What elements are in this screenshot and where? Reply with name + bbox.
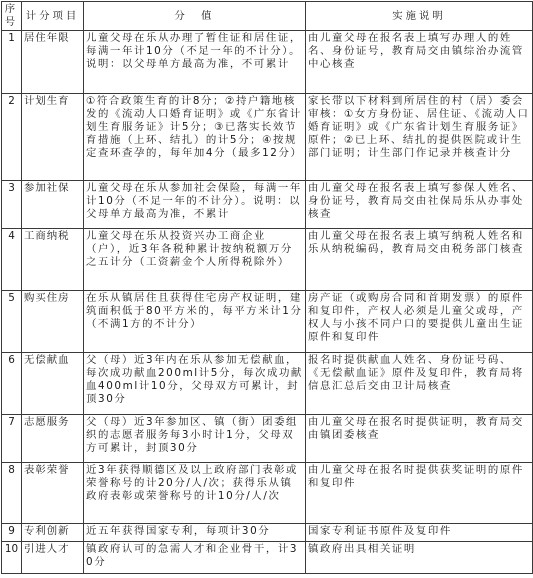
header-seq: 序号 xyxy=(2,2,22,31)
table-row xyxy=(2,353,533,415)
row-note: 报名时提供献血人姓名、身份证号码、《无偿献血证》原件及复印件，教育局将信息汇总后交由卫计局核查 xyxy=(306,353,533,415)
row-score: 在乐从镇居住且获得住宅房产权证明，建筑面积低于80平方米的，每平方米计1分（不满1方的不计分） xyxy=(84,291,306,353)
row-number: 10 xyxy=(2,542,22,574)
row-score: 父（母）近3年内在乐从参加无偿献血，每次成功献血200ml计5分，每次成功献血400ml计10分，父母双方可累计，封顶30分 xyxy=(84,353,306,415)
row-note: 由儿童父母在报名表上填写办理人的姓名、身份证号，教育局交由镇综治办流管中心核查 xyxy=(306,31,533,94)
row-number: 5 xyxy=(2,291,22,353)
row-score: 儿童父母在乐从投资兴办工商企业（户），近3年各税种累计按纳税额万分之五计分（工资薪金个人所得税除外） xyxy=(84,229,306,291)
row-score: 儿童父母在乐从参加社会保险，每满一年计10分（不足一年的不计分）。说明：以父母单方最高为准，不累计 xyxy=(84,181,306,229)
row-number: 8 xyxy=(2,463,22,524)
row-number: 1 xyxy=(2,31,22,94)
row-item: 志愿服务 xyxy=(22,415,84,463)
row-note: 国家专利证书原件及复印件 xyxy=(306,524,533,542)
row-score: 近五年获得国家专利，每项计30分 xyxy=(84,524,306,542)
row-score: 父（母）近3年参加区、镇（街）团委组织的志愿者服务每3小时计1分，父母双方可累计，封顶30分 xyxy=(84,415,306,463)
row-item: 工商纳税 xyxy=(22,229,84,291)
row-item: 表彰荣誉 xyxy=(22,463,84,524)
row-note: 镇政府出具相关证明 xyxy=(306,542,533,574)
table-row xyxy=(2,463,533,524)
row-note: 由儿童父母在报名表上填写纳税人姓名和乐从纳税编码，教育局交由税务部门核查 xyxy=(306,229,533,291)
table-row xyxy=(2,542,533,574)
header-item: 计分项目 xyxy=(22,2,84,31)
row-note: 由儿童父母在报名表上填写参保人姓名、身份证号，教育局交由社保局乐从办事处核查 xyxy=(306,181,533,229)
row-score: 镇政府认可的急需人才和企业骨干，计30分 xyxy=(84,542,306,574)
row-number: 6 xyxy=(2,353,22,415)
row-score: 儿童父母在乐从办理了暂住证和居住证，每满一年计10分（不足一年的不计分）。说明：以父母单方最高为准，不可累计 xyxy=(84,31,306,94)
row-item: 专利创新 xyxy=(22,524,84,542)
table-header-row xyxy=(2,2,533,31)
row-item: 无偿献血 xyxy=(22,353,84,415)
row-item: 计划生育 xyxy=(22,94,84,181)
row-item: 居住年限 xyxy=(22,31,84,94)
row-note: 由儿童父母在报名时提供证明，教育局交由镇团委核查 xyxy=(306,415,533,463)
row-item: 参加社保 xyxy=(22,181,84,229)
row-score: ①符合政策生育的计8分；②持户籍地核发的《流动人口婚育证明》或《广东省计划生育服务证》计5分；③已落实长效节育措施（上环、结扎）的计5分；④按规定查环查孕的，每年加4分（最多12分） xyxy=(84,94,306,181)
table-row xyxy=(2,415,533,463)
header-score: 分 值 xyxy=(84,2,306,31)
header-note: 实施说明 xyxy=(306,2,533,31)
table-row xyxy=(2,31,533,94)
row-number: 4 xyxy=(2,229,22,291)
row-item: 引进人才 xyxy=(22,542,84,574)
table-row xyxy=(2,229,533,291)
table-row xyxy=(2,94,533,181)
row-score: 近3年获得顺德区及以上政府部门表彰或荣誉称号的计20分/人/次；获得乐从镇政府表彰或荣誉称号的计10分/人/次 xyxy=(84,463,306,524)
row-number: 2 xyxy=(2,94,22,181)
table-row xyxy=(2,181,533,229)
points-scoring-table xyxy=(1,1,533,574)
row-number: 9 xyxy=(2,524,22,542)
row-note: 家长带以下材料到所居住的村（居）委会审核：①女方身份证、居住证、《流动人口婚育证明》或《广东省计划生育服务证》原件；②已上环、结扎的提供医院或计生部门证明；计生部门作记录并核查计分 xyxy=(306,94,533,181)
row-number: 3 xyxy=(2,181,22,229)
row-note: 由儿童父母在报名时提供获奖证明的原件和复印件 xyxy=(306,463,533,524)
row-note: 房产证（或购房合同和首期发票）的原件和复印件，产权人必须是儿童父或母，产权人与小孩不同户口的要提供儿童出生证原件和复印件 xyxy=(306,291,533,353)
table-row xyxy=(2,524,533,542)
row-item: 购买住房 xyxy=(22,291,84,353)
table-row xyxy=(2,291,533,353)
row-number: 7 xyxy=(2,415,22,463)
